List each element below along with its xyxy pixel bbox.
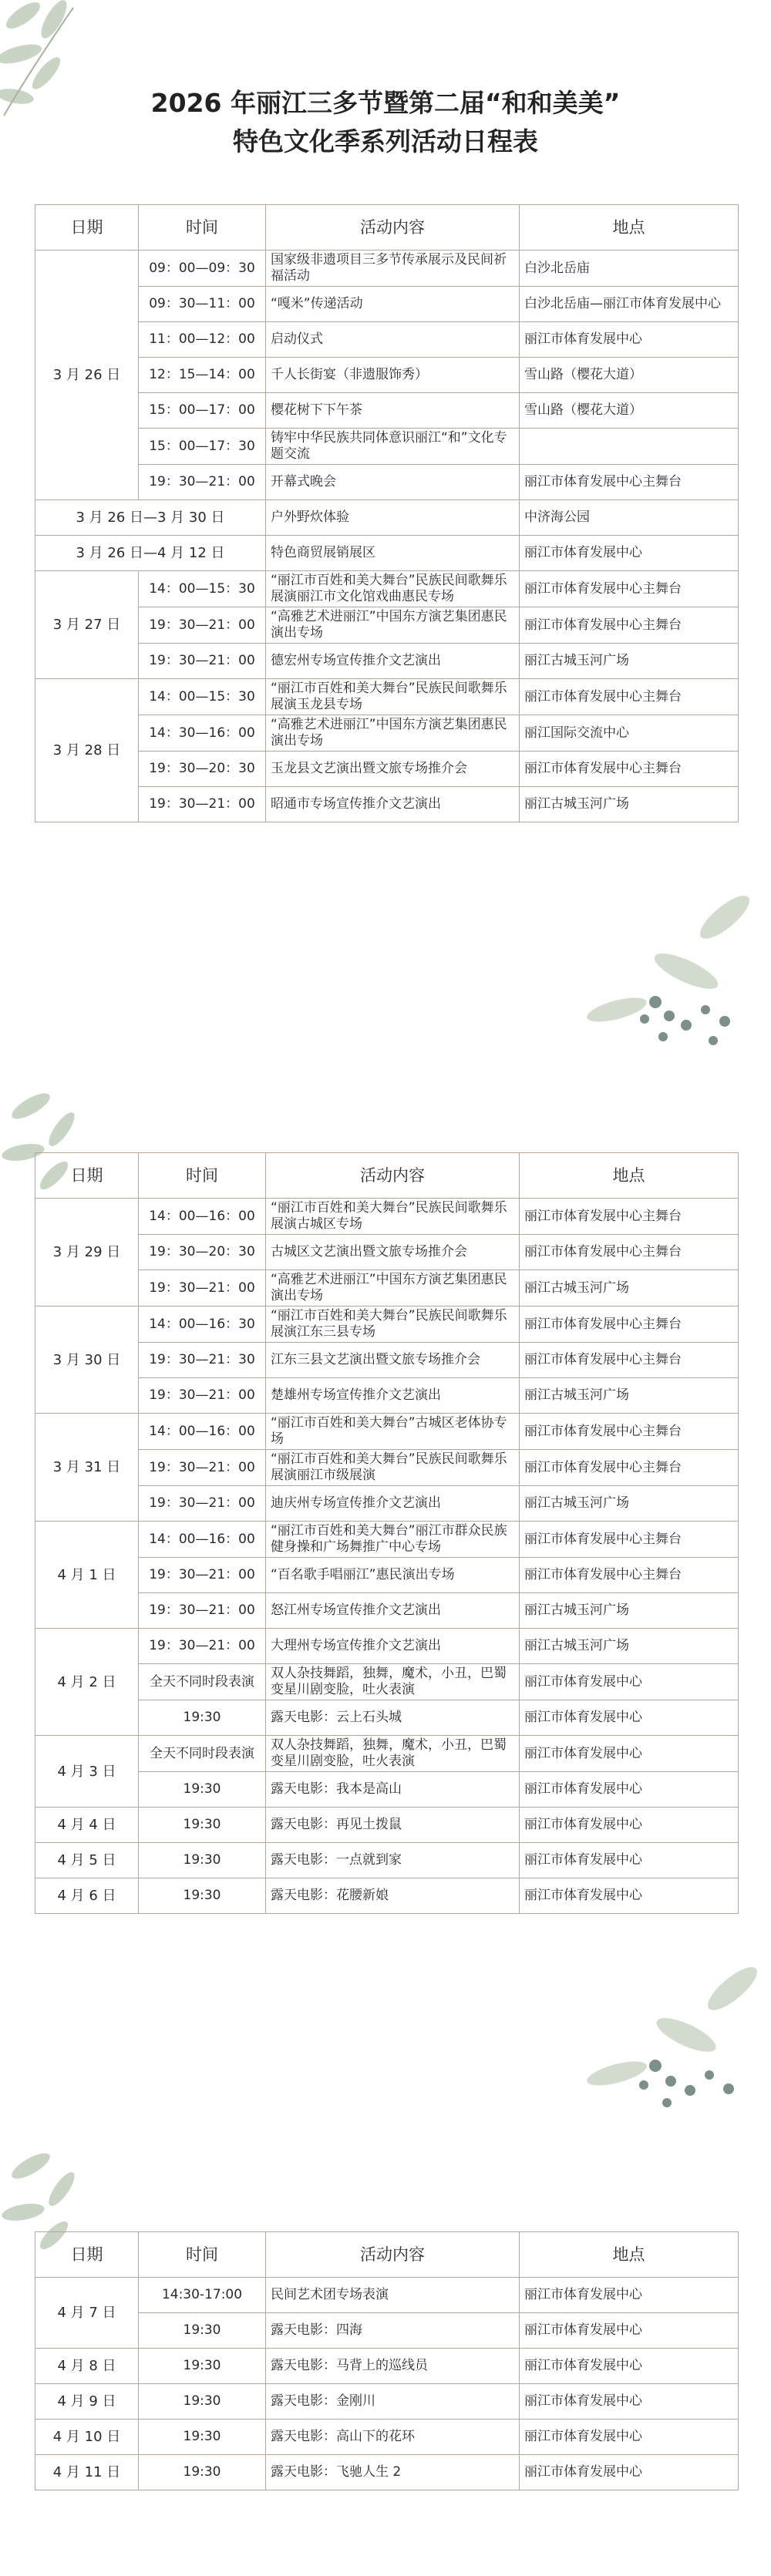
time-cell: 09：00—09：30 [139,251,266,287]
table-row [35,429,739,465]
header-date: 日期 [35,205,139,251]
time-cell: 19：30—21：00 [139,644,266,679]
date-cell: 4 月 6 日 [35,1878,139,1914]
location-cell: 丽江市体育发展中心主舞台 [520,1306,739,1343]
table-row [35,287,739,322]
date-cell: 3 月 27 日 [35,571,139,679]
time-cell: 19:30 [139,1808,266,1843]
activity-cell: 露天电影：飞驰人生 2 [266,2455,520,2490]
table-row [35,1808,739,1843]
activity-cell: 露天电影：再见土拨鼠 [266,1808,520,1843]
activity-cell: 昭通市专场宣传推介文艺演出 [266,787,520,822]
table-row [35,1522,739,1558]
header-date: 日期 [35,1153,139,1199]
time-cell: 11：00—12：00 [139,322,266,358]
table-row [35,393,739,429]
table-row [35,2455,739,2490]
table-row [35,1736,739,1772]
table-row [35,1664,739,1700]
time-cell: 14:30-17:00 [139,2278,266,2313]
date-cell: 4 月 8 日 [35,2349,139,2384]
location-cell: 丽江市体育发展中心 [520,2384,739,2420]
time-cell: 19：30—21：00 [139,1593,266,1629]
activity-cell: 江东三县文艺演出暨文旅专场推介会 [266,1343,520,1378]
table-row [35,1378,739,1414]
time-cell: 14：00—16：00 [139,1199,266,1235]
table-row [35,787,739,822]
activity-cell: 楚雄州专场宣传推介文艺演出 [266,1378,520,1414]
activity-cell: “丽江市百姓和美大舞台”民族民间歌舞乐展演古城区专场 [266,1199,520,1235]
location-cell: 丽江市体育发展中心 [520,2455,739,2490]
table-row [35,2278,739,2313]
table-row [35,1235,739,1270]
location-cell: 丽江市体育发展中心 [520,1664,739,1700]
berry-decoration-1 [571,886,771,1064]
table-row [35,1270,739,1306]
table-row [35,465,739,500]
activity-cell: 大理州专场宣传推介文艺演出 [266,1629,520,1664]
activity-cell: 民间艺术团专场表演 [266,2278,520,2313]
activity-cell: “百名歌手唱丽江”惠民演出专场 [266,1558,520,1593]
table-row [35,1843,739,1878]
location-cell: 丽江古城玉河广场 [520,644,739,679]
header-activity: 活动内容 [266,2232,520,2278]
location-cell: 丽江市体育发展中心 [520,2420,739,2455]
header-time: 时间 [139,2232,266,2278]
activity-cell: 露天电影：我本是高山 [266,1772,520,1808]
table-row [35,500,739,536]
location-cell: 白沙北岳庙 [520,251,739,287]
activity-cell: 露天电影：马背上的巡线员 [266,2349,520,2384]
table-row [35,2384,739,2420]
date-cell: 3 月 26 日—4 月 12 日 [35,536,266,571]
location-cell: 丽江市体育发展中心 [520,1843,739,1878]
activity-cell: “丽江市百姓和美大舞台”古城区老体协专场 [266,1414,520,1450]
date-cell: 3 月 31 日 [35,1414,139,1522]
activity-cell: 国家级非遗项目三多节传承展示及民间祈福活动 [266,251,520,287]
location-cell: 丽江古城玉河广场 [520,1629,739,1664]
table-row [35,1306,739,1343]
activity-cell: 怒江州专场宣传推介文艺演出 [266,1593,520,1629]
leaf-decoration-top-left [0,0,100,131]
location-cell: 丽江市体育发展中心主舞台 [520,1235,739,1270]
time-cell: 19：30—21：00 [139,1378,266,1414]
table-row [35,644,739,679]
location-cell: 丽江市体育发展中心主舞台 [520,1414,739,1450]
time-cell: 全天不同时段表演 [139,1664,266,1700]
activity-cell: “高雅艺术进丽江”中国东方演艺集团惠民演出专场 [266,1270,520,1306]
location-cell: 丽江市体育发展中心 [520,1878,739,1914]
date-cell: 4 月 9 日 [35,2384,139,2420]
time-cell: 19：30—21：00 [139,1486,266,1522]
table-row [35,1558,739,1593]
time-cell: 09：30—11：00 [139,287,266,322]
table-row [35,2313,739,2349]
time-cell: 19:30 [139,1700,266,1736]
activity-cell: 启动仪式 [266,322,520,358]
date-cell: 4 月 5 日 [35,1843,139,1878]
location-cell: 雪山路（樱花大道） [520,358,739,393]
table-row [35,1593,739,1629]
time-cell: 14：30—16：00 [139,715,266,752]
table-row [35,2420,739,2455]
date-cell: 3 月 26 日 [35,251,139,500]
activity-cell: 樱花树下下午茶 [266,393,520,429]
table-row [35,1486,739,1522]
location-cell: 丽江市体育发展中心 [520,322,739,358]
time-cell: 19：30—20：30 [139,1235,266,1270]
table-row [35,322,739,358]
activity-cell: 双人杂技舞蹈，独舞，魔术，小丑，巴蜀变星川剧变脸，吐火表演 [266,1664,520,1700]
table-row [35,2349,739,2384]
time-cell: 19：30—20：30 [139,752,266,787]
activity-cell: “高雅艺术进丽江”中国东方演艺集团惠民演出专场 [266,607,520,644]
activity-cell: 露天电影：云上石头城 [266,1700,520,1736]
location-cell: 丽江古城玉河广场 [520,1378,739,1414]
location-cell: 丽江市体育发展中心 [520,1808,739,1843]
activity-cell: “丽江市百姓和美大舞台”民族民间歌舞乐展演丽江市文化馆戏曲惠民专场 [266,571,520,607]
date-cell: 4 月 11 日 [35,2455,139,2490]
activity-cell: “丽江市百姓和美大舞台”民族民间歌舞乐展演江东三县专场 [266,1306,520,1343]
header-activity: 活动内容 [266,1153,520,1199]
date-cell: 3 月 29 日 [35,1199,139,1306]
table-row [35,1343,739,1378]
time-cell: 19:30 [139,2455,266,2490]
header-time: 时间 [139,205,266,251]
location-cell: 中济海公园 [520,500,739,536]
activity-cell: “丽江市百姓和美大舞台”丽江市群众民族健身操和广场舞推广中心专场 [266,1522,520,1558]
table-row [35,1878,739,1914]
location-cell: 丽江市体育发展中心主舞台 [520,607,739,644]
activity-cell: 玉龙县文艺演出暨文旅专场推介会 [266,752,520,787]
table-header-row [35,205,739,251]
table-row [35,715,739,752]
time-cell: 14：00—16：00 [139,1522,266,1558]
schedule-table-2 [35,1152,739,1914]
berry-decoration-2 [571,1958,771,2127]
location-cell: 雪山路（樱花大道） [520,393,739,429]
activity-cell: 露天电影：四海 [266,2313,520,2349]
location-cell: 丽江市体育发展中心主舞台 [520,1343,739,1378]
header-location: 地点 [520,2232,739,2278]
activity-cell: “丽江市百姓和美大舞台”民族民间歌舞乐展演玉龙县专场 [266,679,520,715]
activity-cell: 双人杂技舞蹈，独舞，魔术，小丑，巴蜀变星川剧变脸，吐火表演 [266,1736,520,1772]
time-cell: 14：00—16：30 [139,1306,266,1343]
table-row [35,1414,739,1450]
activity-cell: 露天电影：花腰新娘 [266,1878,520,1914]
activity-cell: 露天电影：高山下的花环 [266,2420,520,2455]
time-cell: 19：30—21：00 [139,787,266,822]
time-cell: 19:30 [139,1843,266,1878]
date-cell: 3 月 26 日—3 月 30 日 [35,500,266,536]
location-cell: 丽江市体育发展中心 [520,2313,739,2349]
location-cell: 丽江市体育发展中心主舞台 [520,752,739,787]
location-cell: 丽江市体育发展中心主舞台 [520,1558,739,1593]
location-cell: 丽江市体育发展中心 [520,1700,739,1736]
activity-cell: 开幕式晚会 [266,465,520,500]
table-header-row [35,1153,739,1199]
location-cell: 丽江古城玉河广场 [520,1270,739,1306]
activity-cell: 露天电影：金刚川 [266,2384,520,2420]
activity-cell: 户外野炊体验 [266,500,520,536]
time-cell: 14：00—15：30 [139,679,266,715]
time-cell: 19:30 [139,1772,266,1808]
time-cell: 19：30—21：00 [139,465,266,500]
date-cell: 3 月 30 日 [35,1306,139,1414]
time-cell: 19：30—21：00 [139,1450,266,1486]
location-cell: 丽江市体育发展中心 [520,1772,739,1808]
header-time: 时间 [139,1153,266,1199]
page-title-line1: 2026 年丽江三多节暨第二届“和和美美” [150,88,621,118]
time-cell: 19:30 [139,1878,266,1914]
table-row [35,1199,739,1235]
table-row [35,1772,739,1808]
activity-cell: 迪庆州专场宣传推介文艺演出 [266,1486,520,1522]
location-cell: 丽江古城玉河广场 [520,787,739,822]
date-cell: 4 月 4 日 [35,1808,139,1843]
activity-cell: “嘎米”传递活动 [266,287,520,322]
header-location: 地点 [520,205,739,251]
table-row [35,536,739,571]
location-cell [520,429,739,465]
location-cell: 丽江古城玉河广场 [520,1593,739,1629]
header-date: 日期 [35,2232,139,2278]
location-cell: 丽江市体育发展中心 [520,2278,739,2313]
time-cell: 19:30 [139,2349,266,2384]
activity-cell: 德宏州专场宣传推介文艺演出 [266,644,520,679]
table-row [35,251,739,287]
time-cell: 19：30—21：30 [139,1343,266,1378]
time-cell: 14：00—15：30 [139,571,266,607]
location-cell: 丽江市体育发展中心主舞台 [520,571,739,607]
time-cell: 19:30 [139,2420,266,2455]
time-cell: 15：00—17：00 [139,393,266,429]
schedule-table-1 [35,204,739,822]
time-cell: 19:30 [139,2313,266,2349]
date-cell: 4 月 7 日 [35,2278,139,2349]
table-row [35,571,739,607]
table-header-row [35,2232,739,2278]
time-cell: 19：30—21：00 [139,607,266,644]
time-cell: 全天不同时段表演 [139,1736,266,1772]
date-cell: 4 月 10 日 [35,2420,139,2455]
time-cell: 12：15—14：00 [139,358,266,393]
table-row [35,1700,739,1736]
time-cell: 19：30—21：00 [139,1270,266,1306]
location-cell: 丽江市体育发展中心 [520,2349,739,2384]
activity-cell: “高雅艺术进丽江”中国东方演艺集团惠民演出专场 [266,715,520,752]
location-cell: 白沙北岳庙—丽江市体育发展中心 [520,287,739,322]
date-cell: 4 月 3 日 [35,1736,139,1808]
location-cell: 丽江市体育发展中心主舞台 [520,465,739,500]
time-cell: 14：00—16：00 [139,1414,266,1450]
location-cell: 丽江市体育发展中心主舞台 [520,1522,739,1558]
page-title-line2: 特色文化季系列活动日程表 [233,126,538,156]
table-row [35,1629,739,1664]
location-cell: 丽江国际交流中心 [520,715,739,752]
activity-cell: “丽江市百姓和美大舞台”民族民间歌舞乐展演丽江市级展演 [266,1450,520,1486]
table-row [35,607,739,644]
date-cell: 4 月 1 日 [35,1522,139,1629]
header-location: 地点 [520,1153,739,1199]
table-row [35,752,739,787]
location-cell: 丽江市体育发展中心 [520,536,739,571]
date-cell: 3 月 28 日 [35,679,139,822]
activity-cell: 铸牢中华民族共同体意识丽江“和”文化专题交流 [266,429,520,465]
table-row [35,679,739,715]
location-cell: 丽江市体育发展中心主舞台 [520,1450,739,1486]
time-cell: 15：00—17：30 [139,429,266,465]
location-cell: 丽江市体育发展中心主舞台 [520,679,739,715]
activity-cell: 古城区文艺演出暨文旅专场推介会 [266,1235,520,1270]
time-cell: 19：30—21：00 [139,1558,266,1593]
table-row [35,358,739,393]
schedule-table-3 [35,2231,739,2490]
activity-cell: 特色商贸展销展区 [266,536,520,571]
location-cell: 丽江市体育发展中心 [520,1736,739,1772]
location-cell: 丽江古城玉河广场 [520,1486,739,1522]
activity-cell: 露天电影：一点就到家 [266,1843,520,1878]
table-row [35,1450,739,1486]
location-cell: 丽江市体育发展中心主舞台 [520,1199,739,1235]
time-cell: 19：30—21：00 [139,1629,266,1664]
activity-cell: 千人长街宴（非遗服饰秀） [266,358,520,393]
date-cell: 4 月 2 日 [35,1629,139,1736]
time-cell: 19:30 [139,2384,266,2420]
header-activity: 活动内容 [266,205,520,251]
